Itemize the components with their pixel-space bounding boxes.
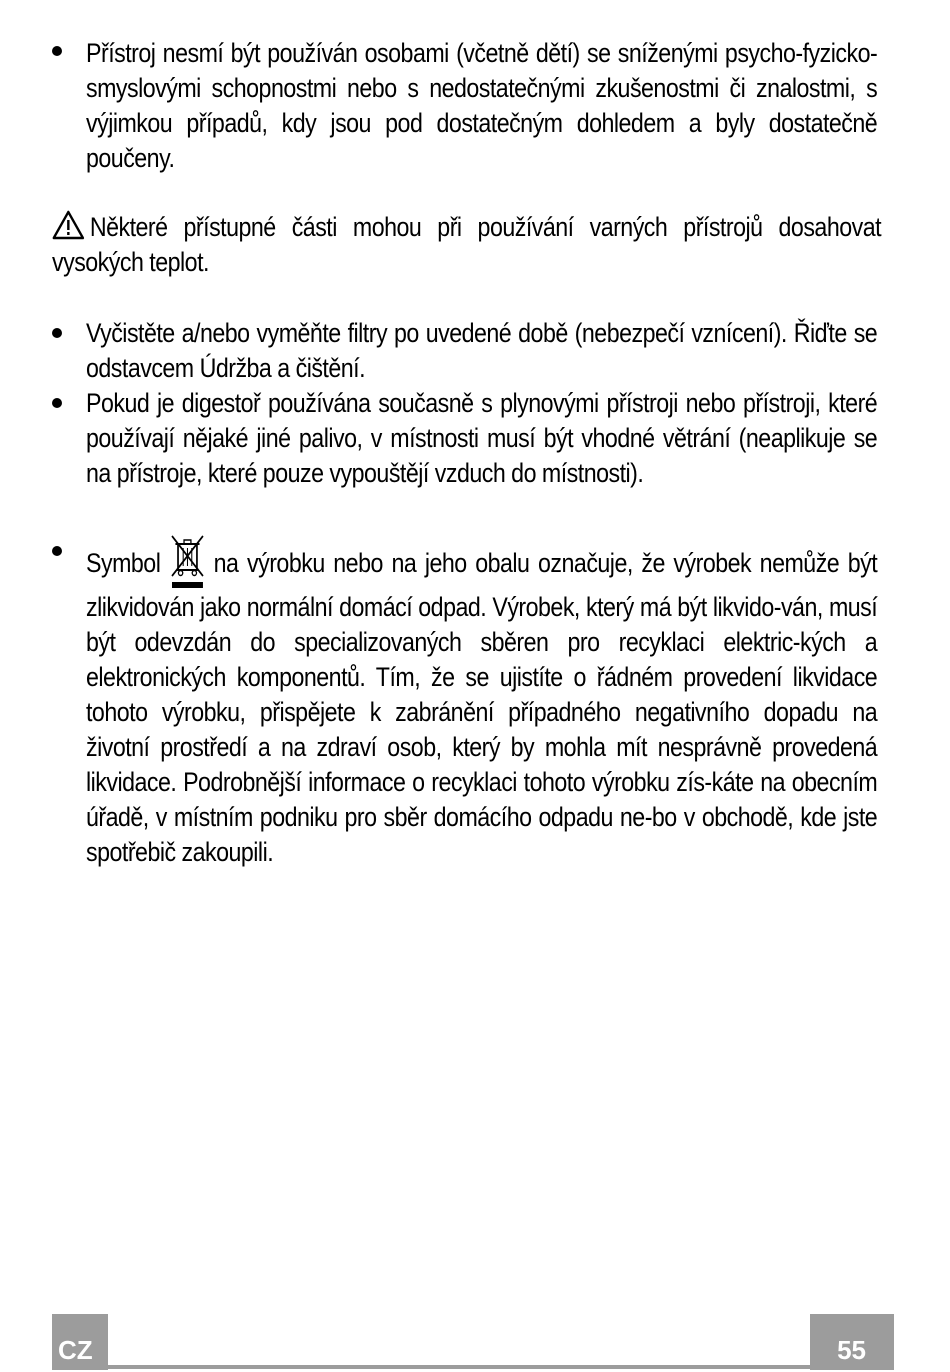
language-code: CZ: [58, 1335, 93, 1365]
warning-text: Některé přístupné části mohou při používání varných přístrojů dosahovat vysokých teplot.: [52, 212, 882, 277]
language-tab: [52, 1314, 108, 1370]
bullet-marker: [52, 546, 62, 556]
bullet-marker: [52, 328, 62, 338]
crossed-out-wheelie-bin-icon: [167, 532, 208, 590]
disposal-text-lead: Symbol: [86, 548, 161, 578]
page-number-tab: [810, 1314, 894, 1370]
page-number: 55: [837, 1335, 866, 1365]
bullet-marker: [52, 398, 62, 408]
paragraph-supervision: Přístroj nesmí být používán osobami (včetně dětí) se sníženými psycho-fyzicko-smyslovými schopnostmi nebo s nedostatečnými zkušenostmi či znalostmi, s výjimkou případů, kdy jsou pod dostatečným dohledem a byly dostatečně poučeny.: [86, 38, 878, 173]
paragraph-disposal: [86, 532, 877, 870]
disposal-text-body: na výrobku nebo na jeho obalu označuje, že výrobek nemůže být zlikvidován jako normální domácí odpad. Výrobek, který má být likvido-ván, musí být odevzdán do specializovaných sběren pro recyklaci elektric-kých a elektronických komponentů. Tím, že se ujistíte o řádném provedení likvidace tohoto výrobku, přispějete k zabránění případného negativního dopadu na životní prostředí a na zdraví osob, který by mohla mít nesprávně provedená likvidace. Podrobnější informace o recyklaci tohoto výrobku zís-káte na obecním úřadě, v místním podniku pro sběr domácího odpadu ne-bo v obchodě, kde jste spotřebič zakoupili.: [86, 548, 878, 867]
warning-paragraph: [52, 210, 881, 280]
footer-rule: [108, 1365, 810, 1369]
warning-triangle-icon: [52, 210, 85, 240]
paragraph-ventilation: Pokud je digestoř používána současně s plynovými přístroji nebo přístroji, které používají nějaké jiné palivo, v místnosti musí být vhodné větrání (neaplikuje se na přístroje, které pouze vypouštějí vzduch do místnosti).: [86, 388, 878, 488]
bullet-marker: [52, 46, 62, 56]
paragraph-filters: Vyčistěte a/nebo vyměňte filtry po uvedené době (nebezpečí vznícení). Řiďte se odstavcem Údržba a čištění.: [86, 318, 878, 383]
